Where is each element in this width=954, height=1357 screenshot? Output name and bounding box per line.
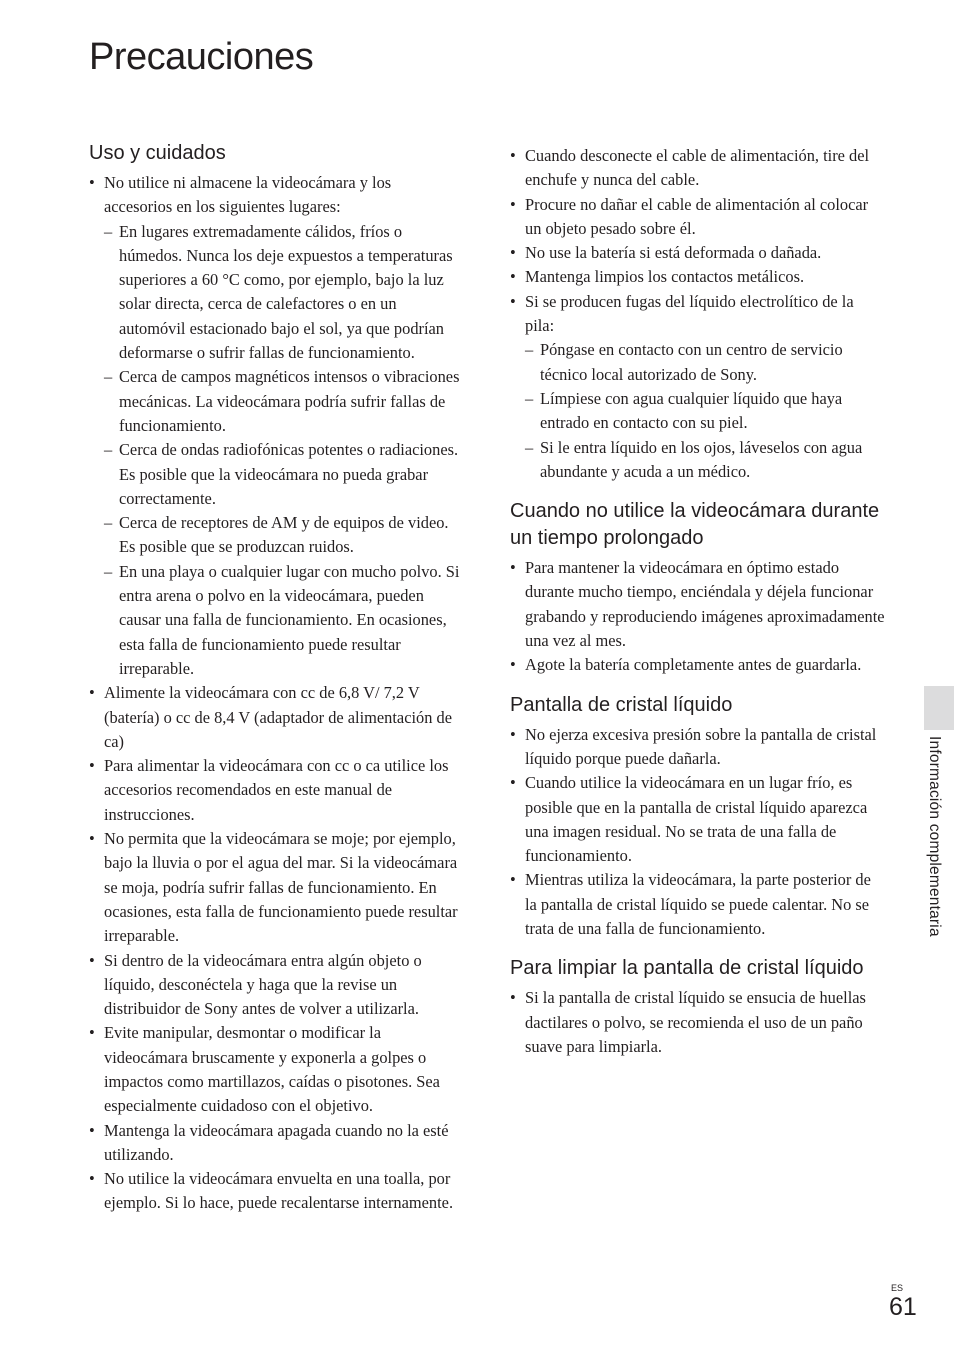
sub-list-item: – Cerca de ondas radiofónicas potentes o radiaciones. Es posible que la videocámara no pueda grabar correctamente. bbox=[104, 438, 461, 511]
list-item bbox=[510, 290, 886, 484]
section-heading: Para limpiar la pantalla de cristal líquido bbox=[510, 957, 864, 980]
section-cleaning bbox=[510, 955, 886, 1059]
list-item bbox=[89, 171, 461, 681]
sub-list-item: – En una playa o cualquier lugar con mucho polvo. Si entra arena o polvo en la videocámara, pueden causar una falla de funcionamiento. En ocasiones, esta falla de funcionamiento puede resultar irreparable. bbox=[104, 560, 461, 681]
section-storage bbox=[510, 498, 886, 677]
list-item: • Evite manipular, desmontar o modificar la videocámara bruscamente y exponerla a golpes o impactos como martillazos, caídas o pisotones. Sea especialmente cuidadoso con el objetivo. bbox=[89, 1021, 461, 1118]
side-section-label: Información complementaria bbox=[926, 736, 943, 937]
list-item: • Para mantener la videocámara en óptimo estado durante mucho tiempo, enciéndala y déjela funcionar grabando y reproduciendo imágenes aproximadamente una vez al mes. bbox=[510, 556, 886, 653]
page-language-code: ES bbox=[891, 1283, 904, 1293]
section-lcd bbox=[510, 692, 886, 942]
list-item-text: Si se producen fugas del líquido electrolítico de la pila: bbox=[525, 291, 854, 336]
sub-list-item: – Póngase en contacto con un centro de servicio técnico local autorizado de Sony. bbox=[525, 338, 886, 387]
bullet-list bbox=[89, 171, 461, 1216]
list-item: • Mientras utiliza la videocámara, la parte posterior de la pantalla de cristal líquido se puede calentar. No se trata de una falla de funcionamiento. bbox=[510, 868, 886, 941]
section-heading: Pantalla de cristal líquido bbox=[510, 693, 733, 716]
list-item: • No utilice la videocámara envuelta en una toalla, por ejemplo. Si lo hace, puede recalentarse internamente. bbox=[89, 1167, 461, 1216]
side-tab-marker bbox=[924, 686, 954, 730]
list-item: • No permita que la videocámara se moje; por ejemplo, bajo la lluvia o por el agua del mar. Si la videocámara se moja, podría sufrir fallas de funcionamiento. En ocasiones, esta falla de funcionamiento puede resultar irreparable. bbox=[89, 827, 461, 948]
list-item: • Mantenga limpios los contactos metálicos. bbox=[510, 265, 886, 289]
sub-list-item: – En lugares extremadamente cálidos, fríos o húmedos. Nunca los deje expuestos a temperaturas superiores a 60 °C como, por ejemplo, bajo la luz solar directa, cerca de calefactores o en un automóvil estacionado bajo el sol, ya que podrían deformarse o sufrir fallas de funcionamiento. bbox=[104, 220, 461, 366]
section-uso-continued bbox=[510, 144, 886, 484]
sub-list-item: – Cerca de receptores de AM y de equipos de video. Es posible que se produzcan ruidos. bbox=[104, 511, 461, 560]
list-item: • Para alimentar la videocámara con cc o ca utilice los accesorios recomendados en este manual de instrucciones. bbox=[89, 754, 461, 827]
sub-list bbox=[104, 220, 461, 682]
bullet-list bbox=[510, 556, 886, 677]
list-item: • Cuando desconecte el cable de alimentación, tire del enchufe y nunca del cable. bbox=[510, 144, 886, 193]
section-heading: Cuando no utilice la videocámara durante un tiempo prolongado bbox=[510, 500, 880, 550]
list-item: • Agote la batería completamente antes de guardarla. bbox=[510, 653, 886, 677]
list-item: • Cuando utilice la videocámara en un lugar frío, es posible que en la pantalla de cristal líquido aparezca una imagen residual. No se trata de una falla de funcionamiento. bbox=[510, 771, 886, 868]
list-item: • No ejerza excesiva presión sobre la pantalla de cristal líquido porque puede dañarla. bbox=[510, 723, 886, 772]
sub-list-item: – Cerca de campos magnéticos intensos o vibraciones mecánicas. La videocámara podría sufrir fallas de funcionamiento. bbox=[104, 365, 461, 438]
page-number: 61 bbox=[889, 1293, 917, 1321]
sub-list-item: – Si le entra líquido en los ojos, láveselos con agua abundante y acuda a un médico. bbox=[525, 436, 886, 485]
list-item: • Si la pantalla de cristal líquido se ensucia de huellas dactilares o polvo, se recomienda el uso de un paño suave para limpiarla. bbox=[510, 986, 886, 1059]
sub-list bbox=[525, 338, 886, 484]
bullet-list bbox=[510, 723, 886, 942]
bullet-list bbox=[510, 144, 886, 484]
list-item: • Procure no dañar el cable de alimentación al colocar un objeto pesado sobre él. bbox=[510, 193, 886, 242]
bullet-list bbox=[510, 986, 886, 1059]
page-title: Precauciones bbox=[89, 36, 314, 78]
sub-list-item: – Límpiese con agua cualquier líquido que haya entrado en contacto con su piel. bbox=[525, 387, 886, 436]
list-item: • Mantenga la videocámara apagada cuando no la esté utilizando. bbox=[89, 1119, 461, 1168]
left-column bbox=[89, 140, 461, 1230]
section-uso-y-cuidados bbox=[89, 140, 461, 1216]
right-column bbox=[510, 144, 886, 1073]
list-item: • Si dentro de la videocámara entra algún objeto o líquido, desconéctela y haga que la revise un distribuidor de Sony antes de volver a utilizarla. bbox=[89, 949, 461, 1022]
list-item-text: No utilice ni almacene la videocámara y los accesorios en los siguientes lugares: bbox=[104, 173, 392, 217]
list-item: • Alimente la videocámara con cc de 6,8 V/ 7,2 V (batería) o cc de 8,4 V (adaptador de alimentación de ca) bbox=[89, 681, 461, 754]
list-item: • No use la batería si está deformada o dañada. bbox=[510, 241, 886, 265]
section-heading: Uso y cuidados bbox=[89, 142, 226, 164]
